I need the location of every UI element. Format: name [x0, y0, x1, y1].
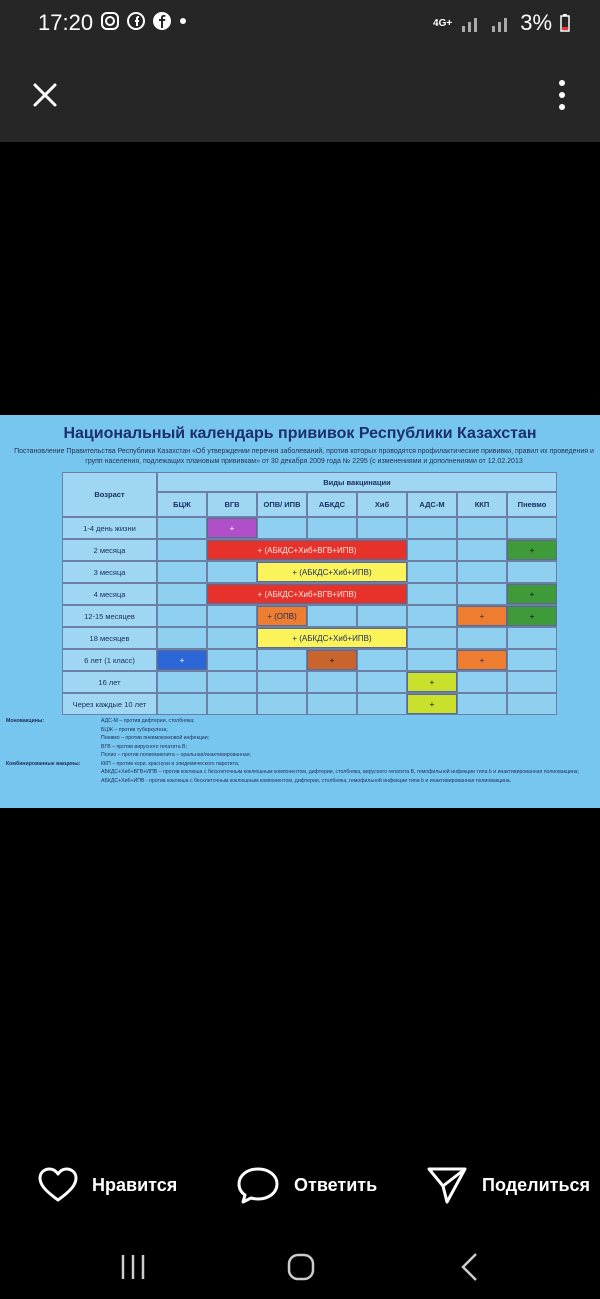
- table-cell: [307, 605, 357, 627]
- note-line: БЦЖ – против туберкулеза;: [101, 726, 168, 733]
- table-cell: [157, 693, 207, 715]
- photo-title: Национальный календарь прививок Республики Казахстан: [63, 425, 537, 442]
- speech-bubble-icon: [236, 1165, 280, 1205]
- note-line: Полио – против полиомиелита – оральная/инактивированная;: [101, 752, 251, 758]
- table-cell: [407, 517, 457, 539]
- vaccine-mark: + (АБКДС+Хиб+ИПВ): [257, 562, 407, 582]
- age-cell: 2 месяца: [62, 539, 157, 561]
- facebook-icon: [152, 11, 172, 31]
- table-cell: [507, 561, 557, 583]
- table-cell: [357, 649, 407, 671]
- table-cell: [407, 583, 457, 605]
- vaccine-mark: +: [207, 518, 257, 538]
- table-cell: [207, 605, 257, 627]
- age-cell: 4 месяца: [62, 583, 157, 605]
- table-cell: [507, 649, 557, 671]
- vaccine-mark: + (АБКДС+Хиб+ВГВ+ИПВ): [207, 540, 407, 560]
- age-header: Возраст: [62, 472, 157, 517]
- age-cell: 12-15 месяцев: [62, 605, 157, 627]
- vaccine-mark: +: [507, 540, 557, 560]
- status-time: 17:20: [38, 10, 94, 35]
- table-cell: [257, 693, 307, 715]
- age-cell: 3 месяца: [62, 561, 157, 583]
- close-icon[interactable]: [30, 80, 60, 110]
- column-header: АБКДС: [307, 492, 357, 517]
- vaccine-mark: +: [407, 672, 457, 692]
- vaccine-mark: +: [407, 694, 457, 714]
- column-header: ОПВ/ ИПВ: [257, 492, 307, 517]
- notes-combo: [6, 760, 596, 786]
- like-button[interactable]: [38, 1163, 177, 1207]
- table-cell: [207, 561, 257, 583]
- table-cell: [157, 627, 207, 649]
- vaccine-mark: +: [457, 650, 507, 670]
- send-icon: [426, 1165, 468, 1205]
- table-cell: [457, 671, 507, 693]
- table-cell: [457, 693, 507, 715]
- heart-icon: [38, 1167, 78, 1203]
- table-cell: [457, 517, 507, 539]
- notes-combo-list: [101, 760, 579, 786]
- age-cell: 1-4 день жизни: [62, 517, 157, 539]
- facebook-outline-icon: [126, 11, 146, 31]
- like-label: Нравится: [92, 1174, 178, 1195]
- vaccine-mark: +: [457, 606, 507, 626]
- system-nav-bar: [0, 1238, 600, 1299]
- note-line: Пневмо – против пневмококковой инфекции;: [101, 735, 210, 741]
- table-cell: [357, 693, 407, 715]
- table-cell: [157, 583, 207, 605]
- table-cell: [457, 583, 507, 605]
- column-header: ККП: [457, 492, 507, 517]
- vaccine-mark: + (АБКДС+Хиб+ВГВ+ИПВ): [207, 584, 407, 604]
- table-cell: [457, 561, 507, 583]
- signal-icon: [460, 14, 482, 32]
- battery-icon: [560, 14, 570, 32]
- vaccine-mark: +: [507, 606, 557, 626]
- status-right: [433, 10, 570, 36]
- note-line: АДС-М – против дифтерии, столбняка;: [101, 718, 195, 724]
- table-cell: [407, 539, 457, 561]
- vaccine-mark: + (ОПВ): [257, 606, 307, 626]
- column-header: Хиб: [357, 492, 407, 517]
- notes-combo-label: Комбинированные вакцины:: [6, 760, 81, 767]
- table-cell: [507, 627, 557, 649]
- table-cell: [507, 693, 557, 715]
- instagram-icon: [100, 11, 120, 31]
- notes-mono-label: Моновакцины:: [6, 718, 45, 724]
- table-cell: [507, 517, 557, 539]
- note-line: АБКДС+Хиб+ИПВ - против коклюша с бесклеточным коклюшным компонентом, дифтерии, столбняка, гемофильной инфекции типа b и инактивированная полиовакцина.: [101, 777, 512, 784]
- recent-apps-icon[interactable]: [118, 1252, 148, 1282]
- table-cell: [257, 517, 307, 539]
- column-header: Пневмо: [507, 492, 557, 517]
- table-cell: [207, 693, 257, 715]
- table-cell: [307, 517, 357, 539]
- more-options-icon[interactable]: [552, 78, 572, 112]
- share-button[interactable]: [426, 1163, 590, 1207]
- age-cell: 18 месяцев: [62, 627, 157, 649]
- status-bar: [0, 0, 600, 46]
- table-cell: [257, 671, 307, 693]
- battery-level: 3%: [520, 10, 552, 35]
- home-icon[interactable]: [285, 1251, 317, 1283]
- table-cell: [407, 649, 457, 671]
- table-cell: [157, 605, 207, 627]
- network-type: 4G+: [433, 17, 453, 29]
- table-cell: [407, 605, 457, 627]
- table-cell: [357, 517, 407, 539]
- note-line: ВГВ – против вирусного гепатита В;: [101, 743, 187, 750]
- table-cell: [307, 671, 357, 693]
- top-bar: [0, 46, 600, 142]
- vaccine-mark: +: [157, 650, 207, 670]
- column-header: АДС-М: [407, 492, 457, 517]
- table-cell: [307, 693, 357, 715]
- age-cell: Через каждые 10 лет: [62, 693, 157, 715]
- table-cell: [457, 539, 507, 561]
- table-cell: [457, 627, 507, 649]
- table-cell: [407, 561, 457, 583]
- share-label: Поделиться: [482, 1174, 591, 1195]
- table-cell: [207, 627, 257, 649]
- notes-mono-list: [101, 717, 251, 760]
- signal-2-icon: [490, 14, 512, 32]
- notes-mono: [6, 717, 596, 760]
- note-line: ККП – против кори, краснухи и эпидемического паротита;: [101, 760, 240, 767]
- age-cell: 6 лет (1 класс): [62, 649, 157, 671]
- table-cell: [357, 671, 407, 693]
- reply-label: Ответить: [294, 1174, 378, 1195]
- notes: [6, 717, 596, 785]
- table-cell: [157, 517, 207, 539]
- table-cell: [157, 671, 207, 693]
- column-header: ВГВ: [207, 492, 257, 517]
- back-icon[interactable]: [456, 1251, 484, 1283]
- vaccine-mark: +: [507, 584, 557, 604]
- types-header: Виды вакцинации: [157, 472, 557, 492]
- dot-icon: [178, 11, 188, 31]
- table-cell: [357, 605, 407, 627]
- table-cell: [157, 539, 207, 561]
- table-cell: [207, 649, 257, 671]
- table-cell: [207, 671, 257, 693]
- vaccine-mark: + (АБКДС+Хиб+ИПВ): [257, 628, 407, 648]
- table-cell: [507, 671, 557, 693]
- table-cell: [157, 561, 207, 583]
- note-line: АБКДС+Хиб+ВГВ+ИПВ – против коклюша с бесклеточным коклюшным компонентом, дифтерии, столбняка, вирусного гепатита В, гемофильной инфекции типа b и инактивированная полиовакцина;: [101, 769, 580, 775]
- table-cell: [257, 649, 307, 671]
- age-cell: 16 лет: [62, 671, 157, 693]
- photo-subtitle: Постановление Правительства Республики Казахстан «Об утверждении перечня заболеваний, против которых проводятся профилактические прививки, правил их проведения и групп населения, подлежащих плановым прививкам» от 30 декабря 2009 года № 2295 (с изменениями и дополнениями от 12.02.2013: [14, 448, 594, 465]
- reply-button[interactable]: [236, 1163, 377, 1207]
- notification-icons: [100, 11, 188, 31]
- column-header: БЦЖ: [157, 492, 207, 517]
- table-cell: [407, 627, 457, 649]
- vaccine-mark: +: [307, 650, 357, 670]
